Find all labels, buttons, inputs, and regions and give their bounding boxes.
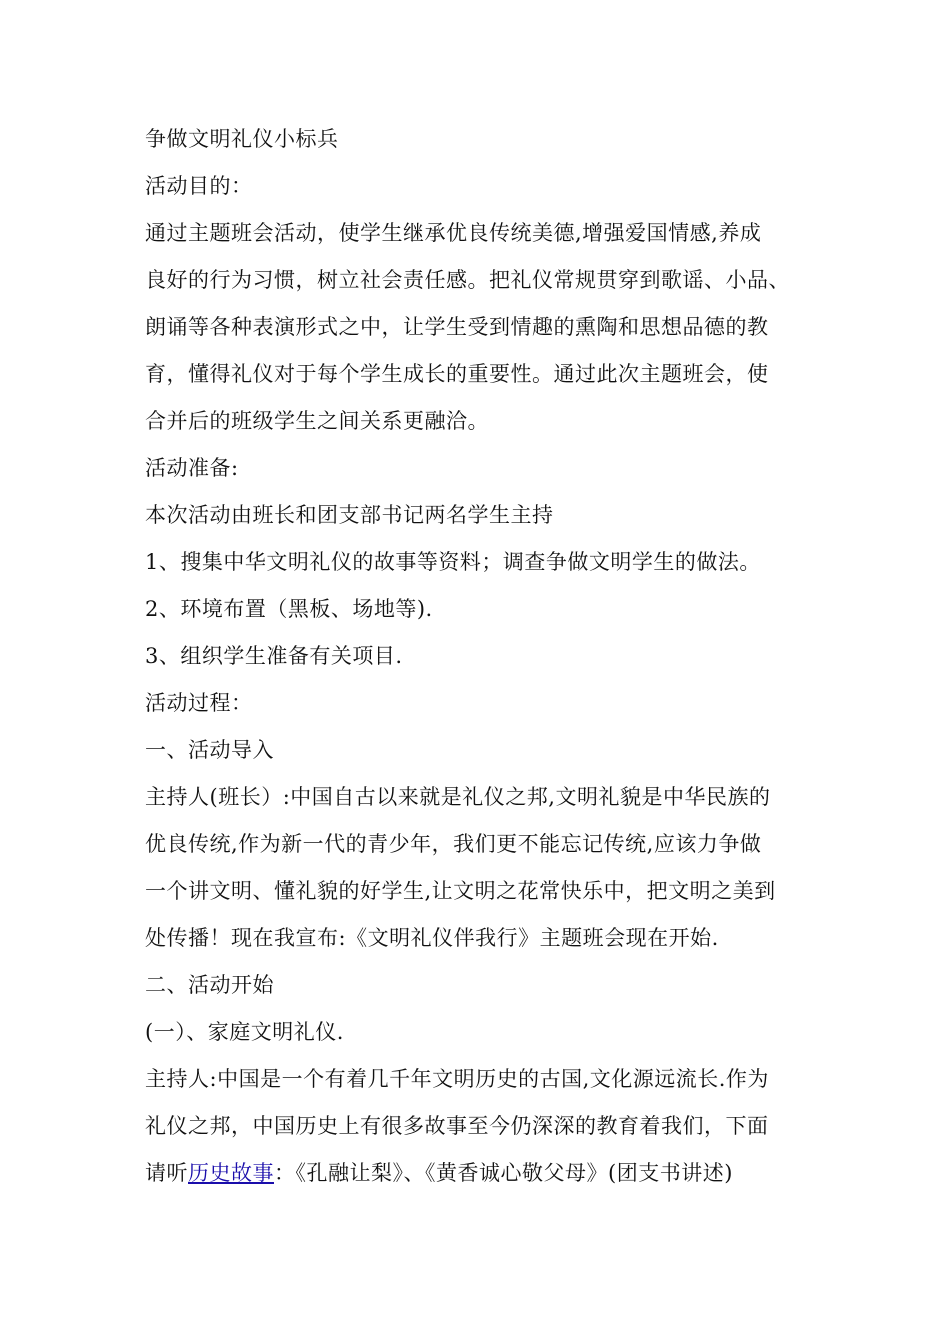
paragraph-line: 一个讲文明、懂礼貌的好学生,让文明之花常快乐中，把文明之美到 bbox=[145, 879, 776, 903]
paragraph-line-with-link bbox=[145, 1150, 813, 1197]
subsection-heading: (一）、家庭文明礼仪. bbox=[145, 1020, 344, 1044]
list-item: 3、组织学生准备有关项目. bbox=[145, 644, 403, 668]
subsection-heading: 二、活动开始 bbox=[145, 973, 274, 997]
list-item: 2、环境布置（黑板、场地等). bbox=[145, 597, 433, 621]
paragraph-line: 朗诵等各种表演形式之中，让学生受到情趣的熏陶和思想品德的教 bbox=[145, 315, 769, 339]
document-body bbox=[145, 116, 813, 1197]
text-after-link: ：《孔融让梨》、《黄香诚心敬父母》(团支书讲述) bbox=[274, 1161, 733, 1185]
paragraph-line: 优良传统,作为新一代的青少年，我们更不能忘记传统,应该力争做 bbox=[145, 832, 762, 856]
paragraph-line: 处传播！现在我宣布:《文明礼仪伴我行》主题班会现在开始. bbox=[145, 926, 719, 950]
paragraph-line: 主持人:中国是一个有着几千年文明历史的古国,文化源远流长.作为 bbox=[145, 1067, 769, 1091]
section-heading-process: 活动过程： bbox=[145, 691, 253, 715]
document-title: 争做文明礼仪小标兵 bbox=[145, 127, 339, 151]
paragraph-line: 通过主题班会活动，使学生继承优良传统美德,增强爱国情感,养成 bbox=[145, 221, 762, 245]
paragraph-line: 礼仪之邦，中国历史上有很多故事至今仍深深的教育着我们，下面 bbox=[145, 1114, 769, 1138]
paragraph-line: 合并后的班级学生之间关系更融洽。 bbox=[145, 409, 489, 433]
text-before-link: 请听 bbox=[145, 1161, 188, 1185]
list-item: 1、搜集中华文明礼仪的故事等资料；调查争做文明学生的做法。 bbox=[145, 550, 761, 574]
paragraph-line: 良好的行为习惯，树立社会责任感。把礼仪常规贯穿到歌谣、小品、 bbox=[145, 268, 790, 292]
section-heading-preparation: 活动准备: bbox=[145, 456, 239, 480]
history-story-link[interactable]: 历史故事 bbox=[188, 1161, 274, 1185]
subsection-heading: 一、活动导入 bbox=[145, 738, 274, 762]
paragraph-line: 主持人(班长）:中国自古以来就是礼仪之邦,文明礼貌是中华民族的 bbox=[145, 785, 771, 809]
paragraph-line: 本次活动由班长和团支部书记两名学生主持 bbox=[145, 503, 554, 527]
paragraph-line: 育，懂得礼仪对于每个学生成长的重要性。通过此次主题班会，使 bbox=[145, 362, 769, 386]
section-heading-purpose: 活动目的： bbox=[145, 174, 253, 198]
